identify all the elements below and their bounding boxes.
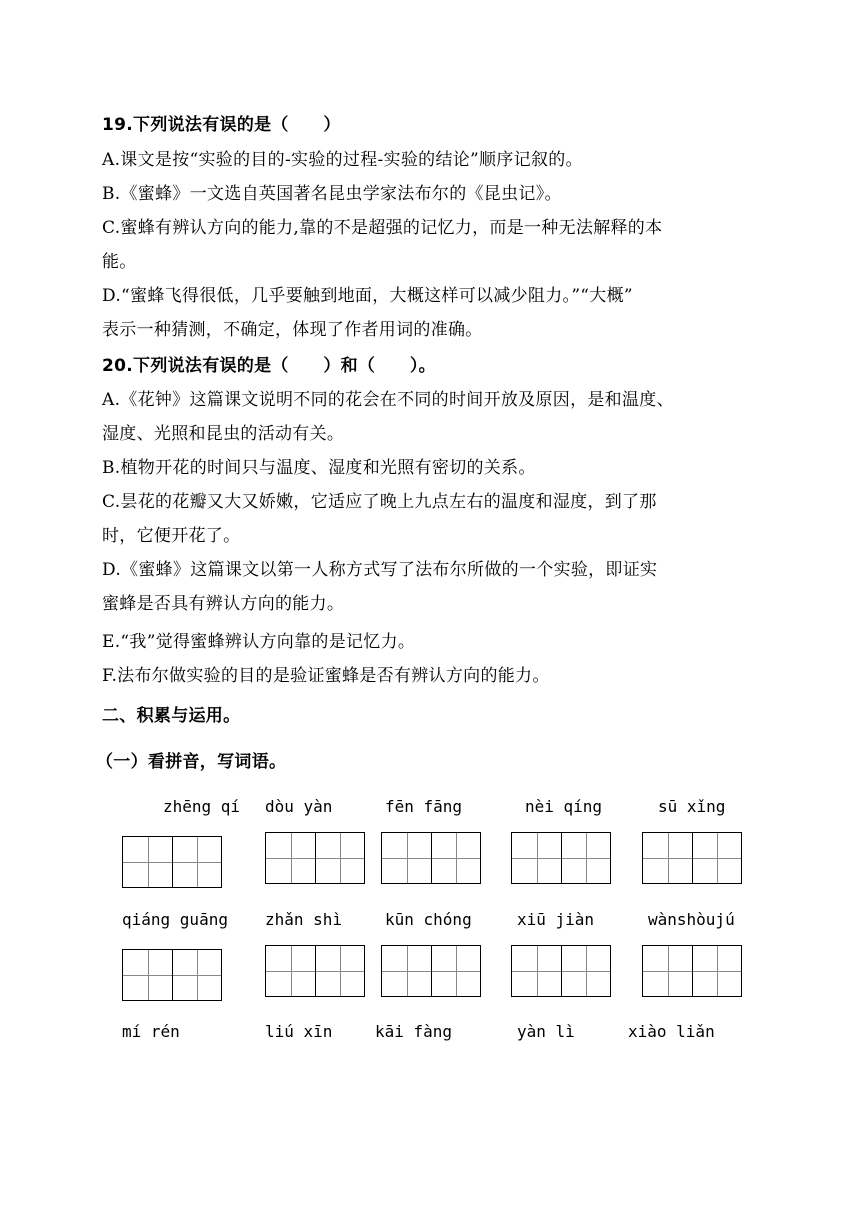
- q20-option-b: B.植物开花的时间只与温度、湿度和光照有密切的关系。: [102, 458, 536, 478]
- pinyin-label: fēn fāng: [385, 797, 463, 816]
- q20-option-a-line2: 湿度、光照和昆虫的活动有关。: [102, 424, 345, 444]
- pinyin-label: dòu yàn: [265, 797, 333, 816]
- question-20-title: 20.下列说法有误的是（ ）和（ ）。: [102, 356, 436, 376]
- pinyin-label: wànshòujú: [648, 910, 735, 929]
- writing-grid-box[interactable]: [511, 832, 611, 884]
- pinyin-label: kāi fàng: [375, 1022, 453, 1041]
- q20-option-d-line1: D.《蜜蜂》这篇课文以第一人称方式写了法布尔所做的一个实验，即证实: [102, 560, 658, 580]
- q20-option-c-line2: 时，它便开花了。: [102, 526, 241, 546]
- pinyin-label: xiū jiàn: [517, 910, 595, 929]
- writing-grid-box[interactable]: [381, 832, 481, 884]
- question-19-title: 19.下列说法有误的是（ ）: [102, 115, 341, 135]
- pinyin-label: yàn lì: [517, 1022, 575, 1041]
- q19-option-c-line2: 能。: [102, 252, 137, 272]
- writing-grid-box[interactable]: [122, 949, 222, 1001]
- pinyin-label: nèi qíng: [525, 797, 603, 816]
- pinyin-label: zhǎn shì: [265, 910, 343, 929]
- writing-grid-box[interactable]: [642, 945, 742, 997]
- pinyin-label: kūn chóng: [385, 910, 472, 929]
- q20-option-c-line1: C.昙花的花瓣又大又娇嫩，它适应了晚上九点左右的温度和湿度，到了那: [102, 492, 657, 512]
- pinyin-label: liú xīn: [265, 1022, 333, 1041]
- pinyin-label: xiào liǎn: [628, 1022, 715, 1041]
- q19-option-d-line2: 表示一种猜测，不确定，体现了作者用词的准确。: [102, 320, 483, 340]
- writing-grid-box[interactable]: [265, 832, 365, 884]
- writing-grid-box[interactable]: [381, 945, 481, 997]
- q20-option-f: F.法布尔做实验的目的是验证蜜蜂是否有辨认方向的能力。: [102, 666, 550, 686]
- writing-grid-box[interactable]: [122, 836, 222, 888]
- writing-grid-box[interactable]: [265, 945, 365, 997]
- section-2-subtitle: （一）看拼音，写词语。: [96, 752, 287, 772]
- q20-option-a-line1: A.《花钟》这篇课文说明不同的花会在不同的时间开放及原因，是和温度、: [102, 390, 674, 410]
- pinyin-label: zhēng qí: [163, 797, 241, 816]
- writing-grid-box[interactable]: [642, 832, 742, 884]
- pinyin-label: mí rén: [122, 1022, 180, 1041]
- pinyin-label: qiáng guāng: [122, 910, 228, 929]
- writing-grid-box[interactable]: [511, 945, 611, 997]
- q19-option-a: A.课文是按“实验的目的-实验的过程-实验的结论”顺序记叙的。: [102, 150, 583, 170]
- q19-option-b: B.《蜜蜂》一文选自英国著名昆虫学家法布尔的《昆虫记》。: [102, 184, 562, 204]
- q19-option-d-line1: D.“蜜蜂飞得很低，几乎要触到地面，大概这样可以减少阻力。”“大概”: [102, 286, 633, 306]
- q19-option-c-line1: C.蜜蜂有辨认方向的能力,靠的不是超强的记忆力，而是一种无法解释的本: [102, 218, 663, 238]
- q20-option-e: E.“我”觉得蜜蜂辨认方向靠的是记忆力。: [102, 632, 416, 652]
- q20-option-d-line2: 蜜蜂是否具有辨认方向的能力。: [102, 594, 345, 614]
- section-2-title: 二、积累与运用。: [102, 706, 241, 726]
- pinyin-label: sū xǐng: [658, 797, 726, 816]
